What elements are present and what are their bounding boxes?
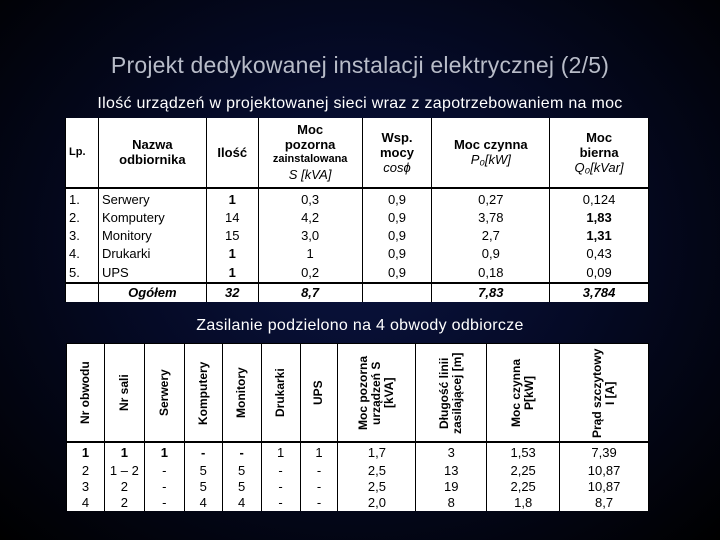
slide-title: Projekt dedykowanej instalacji elektrycznej (2/5): [110, 52, 610, 78]
header-circuit-no-label: Nr obwodu: [77, 361, 92, 424]
cell-p: 2,7: [432, 227, 550, 245]
cell-cos: 0,9: [362, 188, 432, 209]
circuit-row: [67, 479, 649, 495]
total-q: 3,784: [550, 283, 649, 302]
header-cos-line2: mocy: [380, 144, 414, 160]
devices-power-table: [65, 118, 649, 302]
header-servers-label: Serwery: [156, 369, 171, 416]
header-ups: [300, 344, 338, 443]
cell-lp: 5.: [66, 264, 99, 283]
cell: 8,7: [560, 495, 649, 511]
cell: -: [300, 495, 338, 511]
cell: 1: [67, 442, 105, 462]
cell-qty: 15: [206, 227, 258, 245]
header-line-length: [416, 344, 487, 443]
header-cos-line3: cosϕ: [383, 159, 411, 175]
table-row: [66, 188, 649, 209]
cell-q: 0,43: [550, 245, 649, 263]
cell: 5: [184, 479, 222, 495]
cell: -: [184, 442, 222, 462]
cell: 2,5: [338, 479, 416, 495]
cell: 8: [416, 495, 487, 511]
cell: 1,7: [338, 442, 416, 462]
cell-lp: 4.: [66, 245, 99, 263]
cell: 3: [416, 442, 487, 462]
cell-name: Komputery: [98, 209, 206, 227]
cell-name: UPS: [98, 264, 206, 283]
header-q-line1: Moc: [586, 129, 613, 145]
cell-lp: 1.: [66, 188, 99, 209]
circuits-caption: Zasilanie podzielono na 4 obwody odbiorcze: [196, 317, 524, 334]
cell: -: [144, 495, 184, 511]
header-p-line2: P₀[kW]: [470, 152, 511, 168]
header-computers: [184, 344, 222, 443]
cell: 2,0: [338, 495, 416, 511]
cell-cos: 0,9: [362, 209, 432, 227]
cell: 4: [67, 495, 105, 511]
cell: 1: [300, 442, 338, 462]
table-row: [66, 264, 649, 283]
total-s: 8,7: [258, 283, 362, 302]
header-qty: Ilość: [206, 118, 258, 188]
cell: 1: [261, 442, 300, 462]
header-name-line1: Nazwa: [132, 137, 173, 153]
cell-s: 0,2: [258, 264, 362, 283]
header-room-no-label: Nr sali: [116, 374, 131, 411]
cell-s: 0,3: [258, 188, 362, 209]
cell-p: 0,27: [432, 188, 550, 209]
header-s-line3: zainstalowana: [272, 153, 348, 166]
header-s-line4: S [kVA]: [288, 167, 332, 183]
header-room-no: [104, 344, 144, 443]
circuit-row: [67, 462, 649, 478]
total-empty-cell: [66, 283, 99, 302]
header-monitors: [222, 344, 261, 443]
circuits-table: [66, 343, 649, 511]
header-peak-current: [560, 344, 649, 443]
header-lp: Lp.: [66, 118, 99, 188]
cell-p: 0,9: [432, 245, 550, 263]
cell-name: Monitory: [98, 227, 206, 245]
header-active-power: [432, 118, 550, 188]
header-printers: [261, 344, 300, 443]
cell-q: 1,31: [550, 227, 649, 245]
header-s-line2: pozorna: [284, 137, 336, 153]
cell-cos: 0,9: [362, 264, 432, 283]
header-q-line3: Q₀[kVar]: [574, 159, 624, 175]
header-power-factor: [362, 118, 432, 188]
header-monitors-label: Monitory: [234, 367, 249, 418]
cell-qty: 14: [206, 209, 258, 227]
cell: -: [261, 495, 300, 511]
cell: -: [261, 479, 300, 495]
cell-qty: 1: [206, 188, 258, 209]
total-label: Ogółem: [98, 283, 206, 302]
cell-s: 3,0: [258, 227, 362, 245]
total-p: 7,83: [432, 283, 550, 302]
cell-name: Serwery: [98, 188, 206, 209]
cell-name: Drukarki: [98, 245, 206, 263]
cell-lp: 3.: [66, 227, 99, 245]
header-peak-current-label: Prąd szczytowy I [A]: [590, 347, 618, 438]
cell: 10,87: [560, 479, 649, 495]
cell: -: [144, 479, 184, 495]
header-apparent-power-label: Moc pozorna urządzeń S [kVA]: [356, 355, 397, 430]
header-q-line2: bierna: [579, 144, 619, 160]
cell: 1: [144, 442, 184, 462]
cell: 5: [222, 479, 261, 495]
cell: 2,5: [338, 462, 416, 478]
header-apparent-power: [338, 344, 416, 443]
cell: -: [144, 462, 184, 478]
cell: 4: [222, 495, 261, 511]
cell-qty: 1: [206, 245, 258, 263]
header-ups-label: UPS: [311, 380, 326, 405]
cell: 1,8: [487, 495, 560, 511]
cell: 2: [67, 462, 105, 478]
table-row: [66, 209, 649, 227]
header-p-line1: Moc czynna: [453, 137, 528, 153]
circuit-row: [67, 442, 649, 462]
header-active-power: [487, 344, 560, 443]
total-qty: 32: [206, 283, 258, 302]
cell-lp: 2.: [66, 209, 99, 227]
cell-q: 1,83: [550, 209, 649, 227]
cell: -: [222, 442, 261, 462]
cell: 2,25: [487, 479, 560, 495]
cell: 3: [67, 479, 105, 495]
slide-subtitle: Ilość urządzeń w projektowanej sieci wraz z zapotrzebowaniem na moc: [97, 95, 623, 112]
cell: -: [261, 462, 300, 478]
header-servers: [144, 344, 184, 443]
circuits-header-row: [67, 344, 649, 443]
table-total-row: [66, 283, 649, 302]
cell-p: 3,78: [432, 209, 550, 227]
cell: 2,25: [487, 462, 560, 478]
cell: 19: [416, 479, 487, 495]
table-row: [66, 245, 649, 263]
header-name-line2: odbiornika: [119, 152, 186, 168]
table-header-row: [66, 118, 649, 188]
cell: 1 – 2: [104, 462, 144, 478]
header-cos-line1: Wsp.: [381, 129, 413, 145]
cell: 5: [222, 462, 261, 478]
header-printers-label: Drukarki: [273, 368, 288, 417]
cell-q: 0,124: [550, 188, 649, 209]
header-line-length-label: Długość linii zasilającej [m]: [437, 351, 465, 434]
cell: 5: [184, 462, 222, 478]
cell: 1: [104, 442, 144, 462]
cell-cos: 0,9: [362, 245, 432, 263]
header-name: [98, 118, 206, 188]
table-row: [66, 227, 649, 245]
header-computers-label: Komputery: [195, 360, 210, 425]
cell: 2: [104, 495, 144, 511]
cell: 2: [104, 479, 144, 495]
header-circuit-no: [67, 344, 105, 443]
header-apparent-power: [258, 118, 362, 188]
circuit-row: [67, 495, 649, 511]
cell-s: 1: [258, 245, 362, 263]
cell: -: [300, 479, 338, 495]
cell-s: 4,2: [258, 209, 362, 227]
header-reactive-power: [550, 118, 649, 188]
header-active-power-label: Moc czynna P[kW]: [509, 358, 537, 427]
cell-q: 0,09: [550, 264, 649, 283]
cell: 1,53: [487, 442, 560, 462]
cell: 4: [184, 495, 222, 511]
cell: 13: [416, 462, 487, 478]
total-cos-empty: [362, 283, 432, 302]
cell: 7,39: [560, 442, 649, 462]
cell-cos: 0,9: [362, 227, 432, 245]
cell: -: [300, 462, 338, 478]
cell-p: 0,18: [432, 264, 550, 283]
cell: 10,87: [560, 462, 649, 478]
cell-qty: 1: [206, 264, 258, 283]
header-s-line1: Moc: [297, 122, 324, 138]
